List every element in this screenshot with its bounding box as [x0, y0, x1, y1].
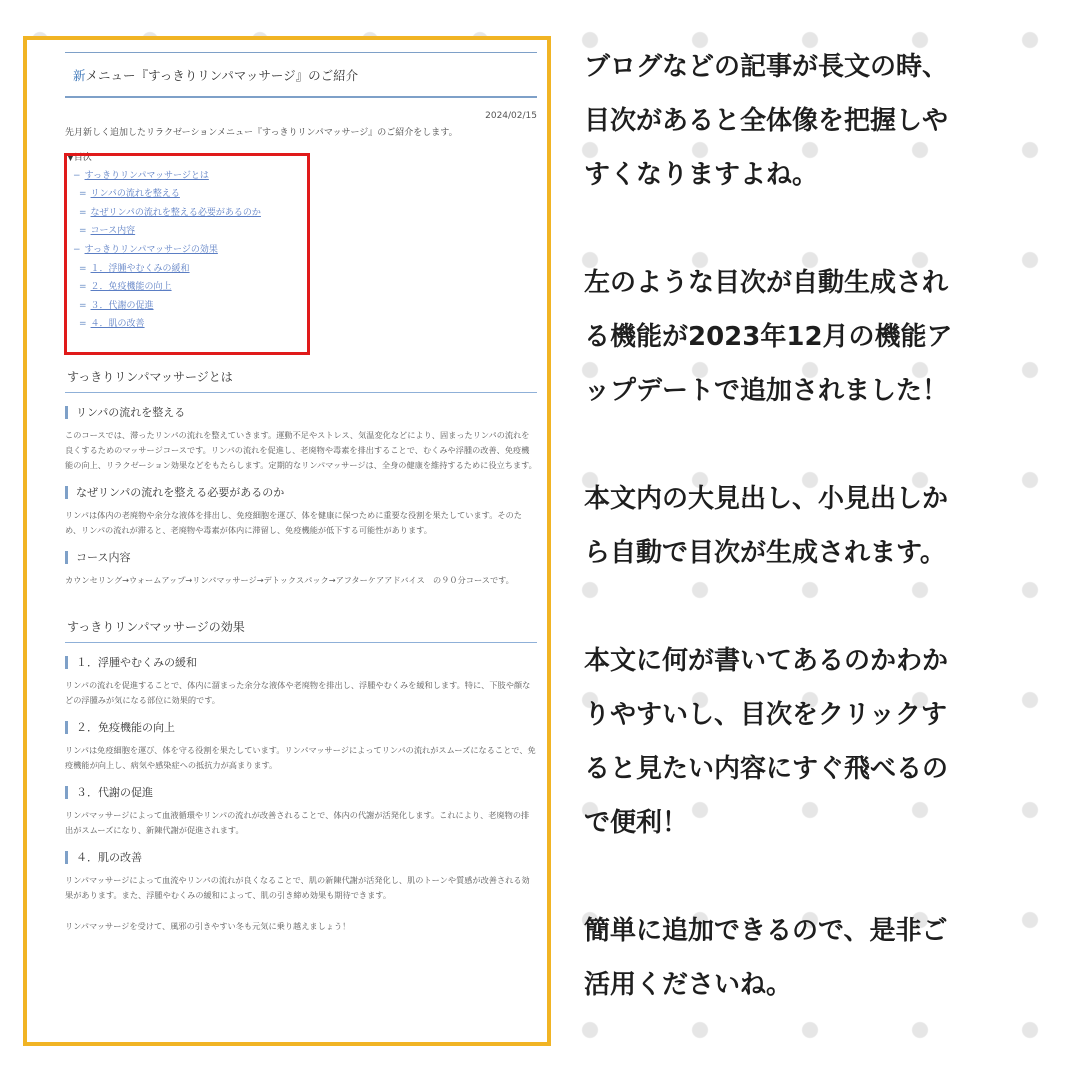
toc-bullet: − [73, 170, 81, 181]
subsection-body: このコースでは、滞ったリンパの流れを整えていきます。運動不足やストレス、気温変化などにより、固まったリンパの流れを良くするためのマッサージコースです。リンパの流れを促進し、老廃物や毒素を排出することで、むくみや浮腫の改善、免疫機能の向上、リラクゼーション効果などをもたらします。定期的なリンパマッサージは、全身の健康を維持するために役立ちます。 [65, 430, 537, 471]
explanation-paragraph: 簡単に追加できるので、是非ご 活用くださいね。 [584, 916, 948, 1000]
toc-bullet: = [79, 319, 87, 330]
toc-link[interactable]: ４．肌の改善 [90, 319, 145, 330]
toc-link[interactable]: コース内容 [90, 226, 136, 237]
explanation-paragraph: 本文に何が書いてあるのかわか りやすいし、目次をクリックす ると見たい内容にすぐ飛べるの で便利！ [584, 646, 949, 838]
toc-bullet: = [79, 189, 87, 200]
toc-link[interactable]: すっきりリンパマッサージとは [84, 170, 209, 181]
section-heading: すっきりリンパマッサージの効果 [65, 618, 537, 643]
toc-bullet: = [79, 263, 87, 274]
subsection-body: リンパの流れを促進することで、体内に溜まった余分な液体や老廃物を排出し、浮腫やむくみを緩和します。特に、下肢や顔などの浮腫みが気になる部位に効果的です。 [65, 680, 531, 706]
article-screenshot [23, 36, 551, 1046]
explanation-paragraph: ブログなどの記事が長文の時、 目次があると全体像を把握しや すくなりますよね。 [584, 52, 949, 190]
subsection-heading: １．浮腫やむくみの緩和 [65, 656, 537, 669]
toc-link[interactable]: すっきりリンパマッサージの効果 [84, 244, 218, 255]
subsection-body: リンパは体内の老廃物や余分な液体を排出し、免疫細胞を運び、体を健康に保つために重要な役割を果たしています。そのため、リンパの流れが滞ると、老廃物や毒素が体内に滞留し、免疫機能が低下する可能性があります。 [65, 510, 522, 536]
subsection-heading: ２．免疫機能の向上 [65, 721, 537, 734]
title-accent: 新 [73, 68, 86, 83]
section-heading: すっきりリンパマッサージとは [65, 368, 537, 393]
article-title [65, 52, 537, 98]
toc-bullet: = [79, 300, 87, 311]
intro-text: 先月新しく追加したリラクゼーションメニュー『すっきりリンパマッサージ』のご紹介をします。 [65, 128, 458, 138]
toc-bullet: = [79, 282, 87, 293]
subsection-body: リンパは免疫細胞を運び、体を守る役割を果たしています。リンパマッサージによってリンパの流れがスムーズになることで、免疫機能が向上し、病気や感染症への抵抗力が高まります。 [65, 745, 536, 771]
post-date: 2024/02/15 [485, 111, 537, 121]
toc-link[interactable]: ２．免疫機能の向上 [90, 282, 172, 293]
toc-bullet: = [79, 226, 87, 237]
subsection-heading: コース内容 [65, 551, 537, 564]
subsection-heading: リンパの流れを整える [65, 406, 537, 419]
toc-bullet: − [73, 244, 81, 255]
toc-bullet: = [79, 207, 87, 218]
subsection-body: リンパマッサージによって血液循環やリンパの流れが改善されることで、体内の代謝が活発化します。これにより、老廃物の排出がスムーズになり、新陳代謝が促進されます。 [65, 810, 530, 836]
toc-link[interactable]: リンパの流れを整える [90, 189, 180, 200]
subsection-heading: ３．代謝の促進 [65, 786, 537, 799]
explanation-paragraph: 左のような目次が自動生成され る機能が2023年12月の機能ア ップデートで追加されました！ [584, 268, 953, 406]
toc-highlight-box [64, 153, 310, 355]
explanation-panel [584, 40, 1054, 1066]
toc-link[interactable]: ３．代謝の促進 [90, 300, 154, 311]
toc-label: ▼目次 [67, 153, 92, 163]
toc-link[interactable]: １．浮腫やむくみの緩和 [90, 263, 190, 274]
article-body [65, 368, 537, 903]
subsection-body: リンパマッサージによって血流やリンパの流れが良くなることで、肌の新陳代謝が活発化し、肌のトーンや質感が改善される効果があります。また、浮腫やむくみの緩和によって、肌の引き締め効果も期待できます。 [65, 875, 530, 901]
closing-text: リンパマッサージを受けて、風邪の引きやすい冬も元気に乗り越えましょう！ [65, 921, 351, 932]
subsection-heading: なぜリンパの流れを整える必要があるのか [65, 486, 537, 499]
title-text: メニュー『すっきりリンパマッサージ』のご紹介 [85, 68, 359, 83]
explanation-paragraph: 本文内の大見出し、小見出しか ら自動で目次が生成されます。 [584, 484, 949, 568]
toc-link[interactable]: なぜリンパの流れを整える必要があるのか [90, 207, 261, 218]
subsection-heading: ４．肌の改善 [65, 851, 537, 864]
subsection-body: カウンセリング→ウォームアップ→リンパマッサージ→デトックスパック→アフターケアアドバイス の９０分コースです。 [65, 575, 514, 586]
